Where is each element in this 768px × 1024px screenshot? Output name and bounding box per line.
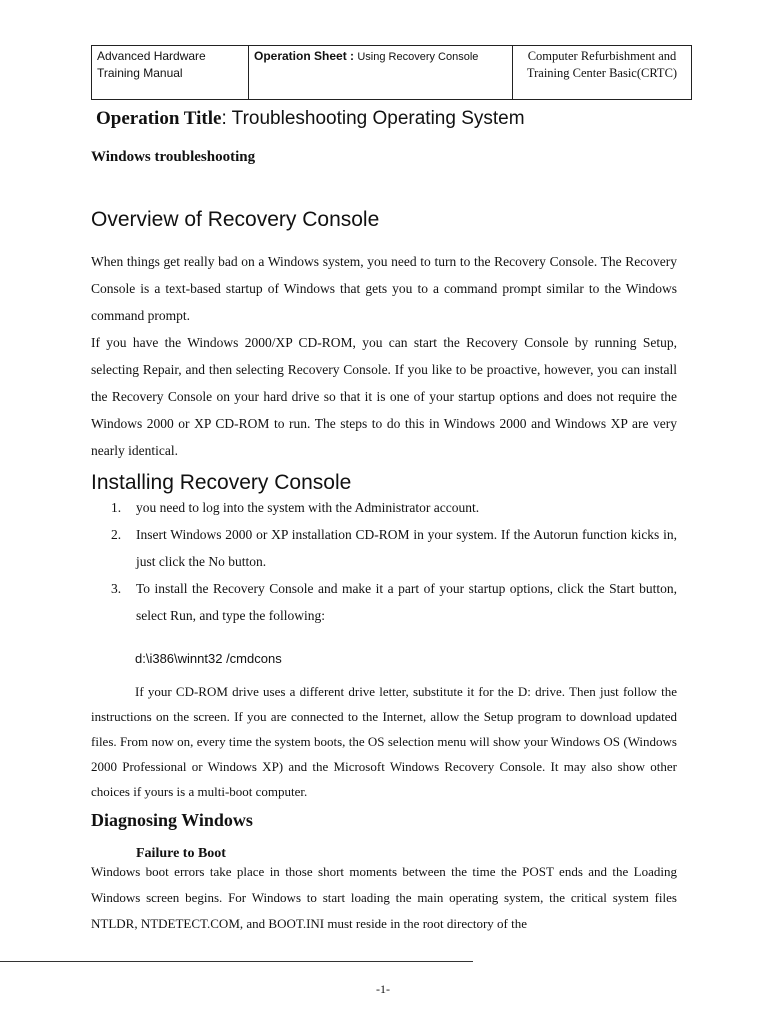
- installing-heading: Installing Recovery Console: [91, 471, 352, 494]
- overview-paragraph-1: When things get really bad on a Windows system, you need to turn to the Recovery Console. The Recovery Console is a text-based startup of Windows that gets you to a command prompt similar to the Windows command prompt.: [91, 254, 677, 323]
- install-command: d:\i386\winnt32 /cmdcons: [135, 651, 282, 666]
- header-center-cell: Computer Refurbishment and Training Center Basic(CRTC): [513, 46, 692, 100]
- operation-title-value: : Troubleshooting Operating System: [221, 108, 525, 129]
- list-item-number: 3.: [111, 581, 122, 596]
- overview-paragraph-2: If you have the Windows 2000/XP CD-ROM, you can start the Recovery Console by running Setup, selecting Repair, and then selecting Recovery Console. If you like to be proactive, however, you can install the Recovery Console on your hard drive so that it is one of your startup options and does not require the Windows 2000 or XP CD-ROM to run. The steps to do this in Windows 2000 and Windows XP are very nearly identical.: [91, 335, 677, 458]
- header-operation-label: Operation Sheet :: [254, 49, 355, 63]
- failure-to-boot-heading: Failure to Boot: [136, 846, 226, 861]
- list-item: [111, 521, 677, 575]
- list-item: [111, 575, 677, 629]
- overview-heading: Overview of Recovery Console: [91, 208, 380, 231]
- install-followup-paragraph: If your CD-ROM drive uses a different drive letter, substitute it for the D: drive. Then just follow the instructions on the screen. If you are connected to the Internet, allow the Setup program to download updated files. From now on, every time the system boots, the OS selection menu will show your Windows OS (Windows 2000 Professional or Windows XP) and the Microsoft Windows Recovery Console. It may also show other choices if yours is a multi-boot computer.: [91, 684, 677, 799]
- list-item-text: Insert Windows 2000 or XP installation CD-ROM in your system. If the Autorun function kicks in, just click the No button.: [136, 527, 677, 569]
- list-item-number: 1.: [111, 500, 122, 515]
- page-number: -1-: [376, 982, 390, 996]
- list-item-text: To install the Recovery Console and make it a part of your startup options, click the Start button, select Run, and type the following:: [136, 581, 677, 623]
- header-operation-cell: [249, 46, 513, 100]
- diagnosing-paragraph: Windows boot errors take place in those short moments between the time the POST ends and the Loading Windows screen begins. For Windows to start loading the main operating system, the critical system files NTLDR, NTDETECT.COM, and BOOT.INI must reside in the root directory of the: [91, 864, 677, 931]
- header-table: [91, 45, 692, 100]
- section-subtitle: Windows troubleshooting: [91, 149, 256, 165]
- footer-divider: [0, 961, 473, 962]
- list-item-number: 2.: [111, 527, 122, 542]
- diagnosing-heading: Diagnosing Windows: [91, 810, 253, 830]
- header-operation-value: Using Recovery Console: [357, 51, 479, 63]
- list-item: [111, 494, 677, 521]
- operation-title-label: Operation Title: [96, 108, 222, 129]
- list-item-text: you need to log into the system with the Administrator account.: [136, 500, 480, 515]
- header-manual-cell: Advanced Hardware Training Manual: [92, 46, 249, 100]
- install-steps-list: [111, 494, 677, 629]
- operation-title: [96, 108, 525, 130]
